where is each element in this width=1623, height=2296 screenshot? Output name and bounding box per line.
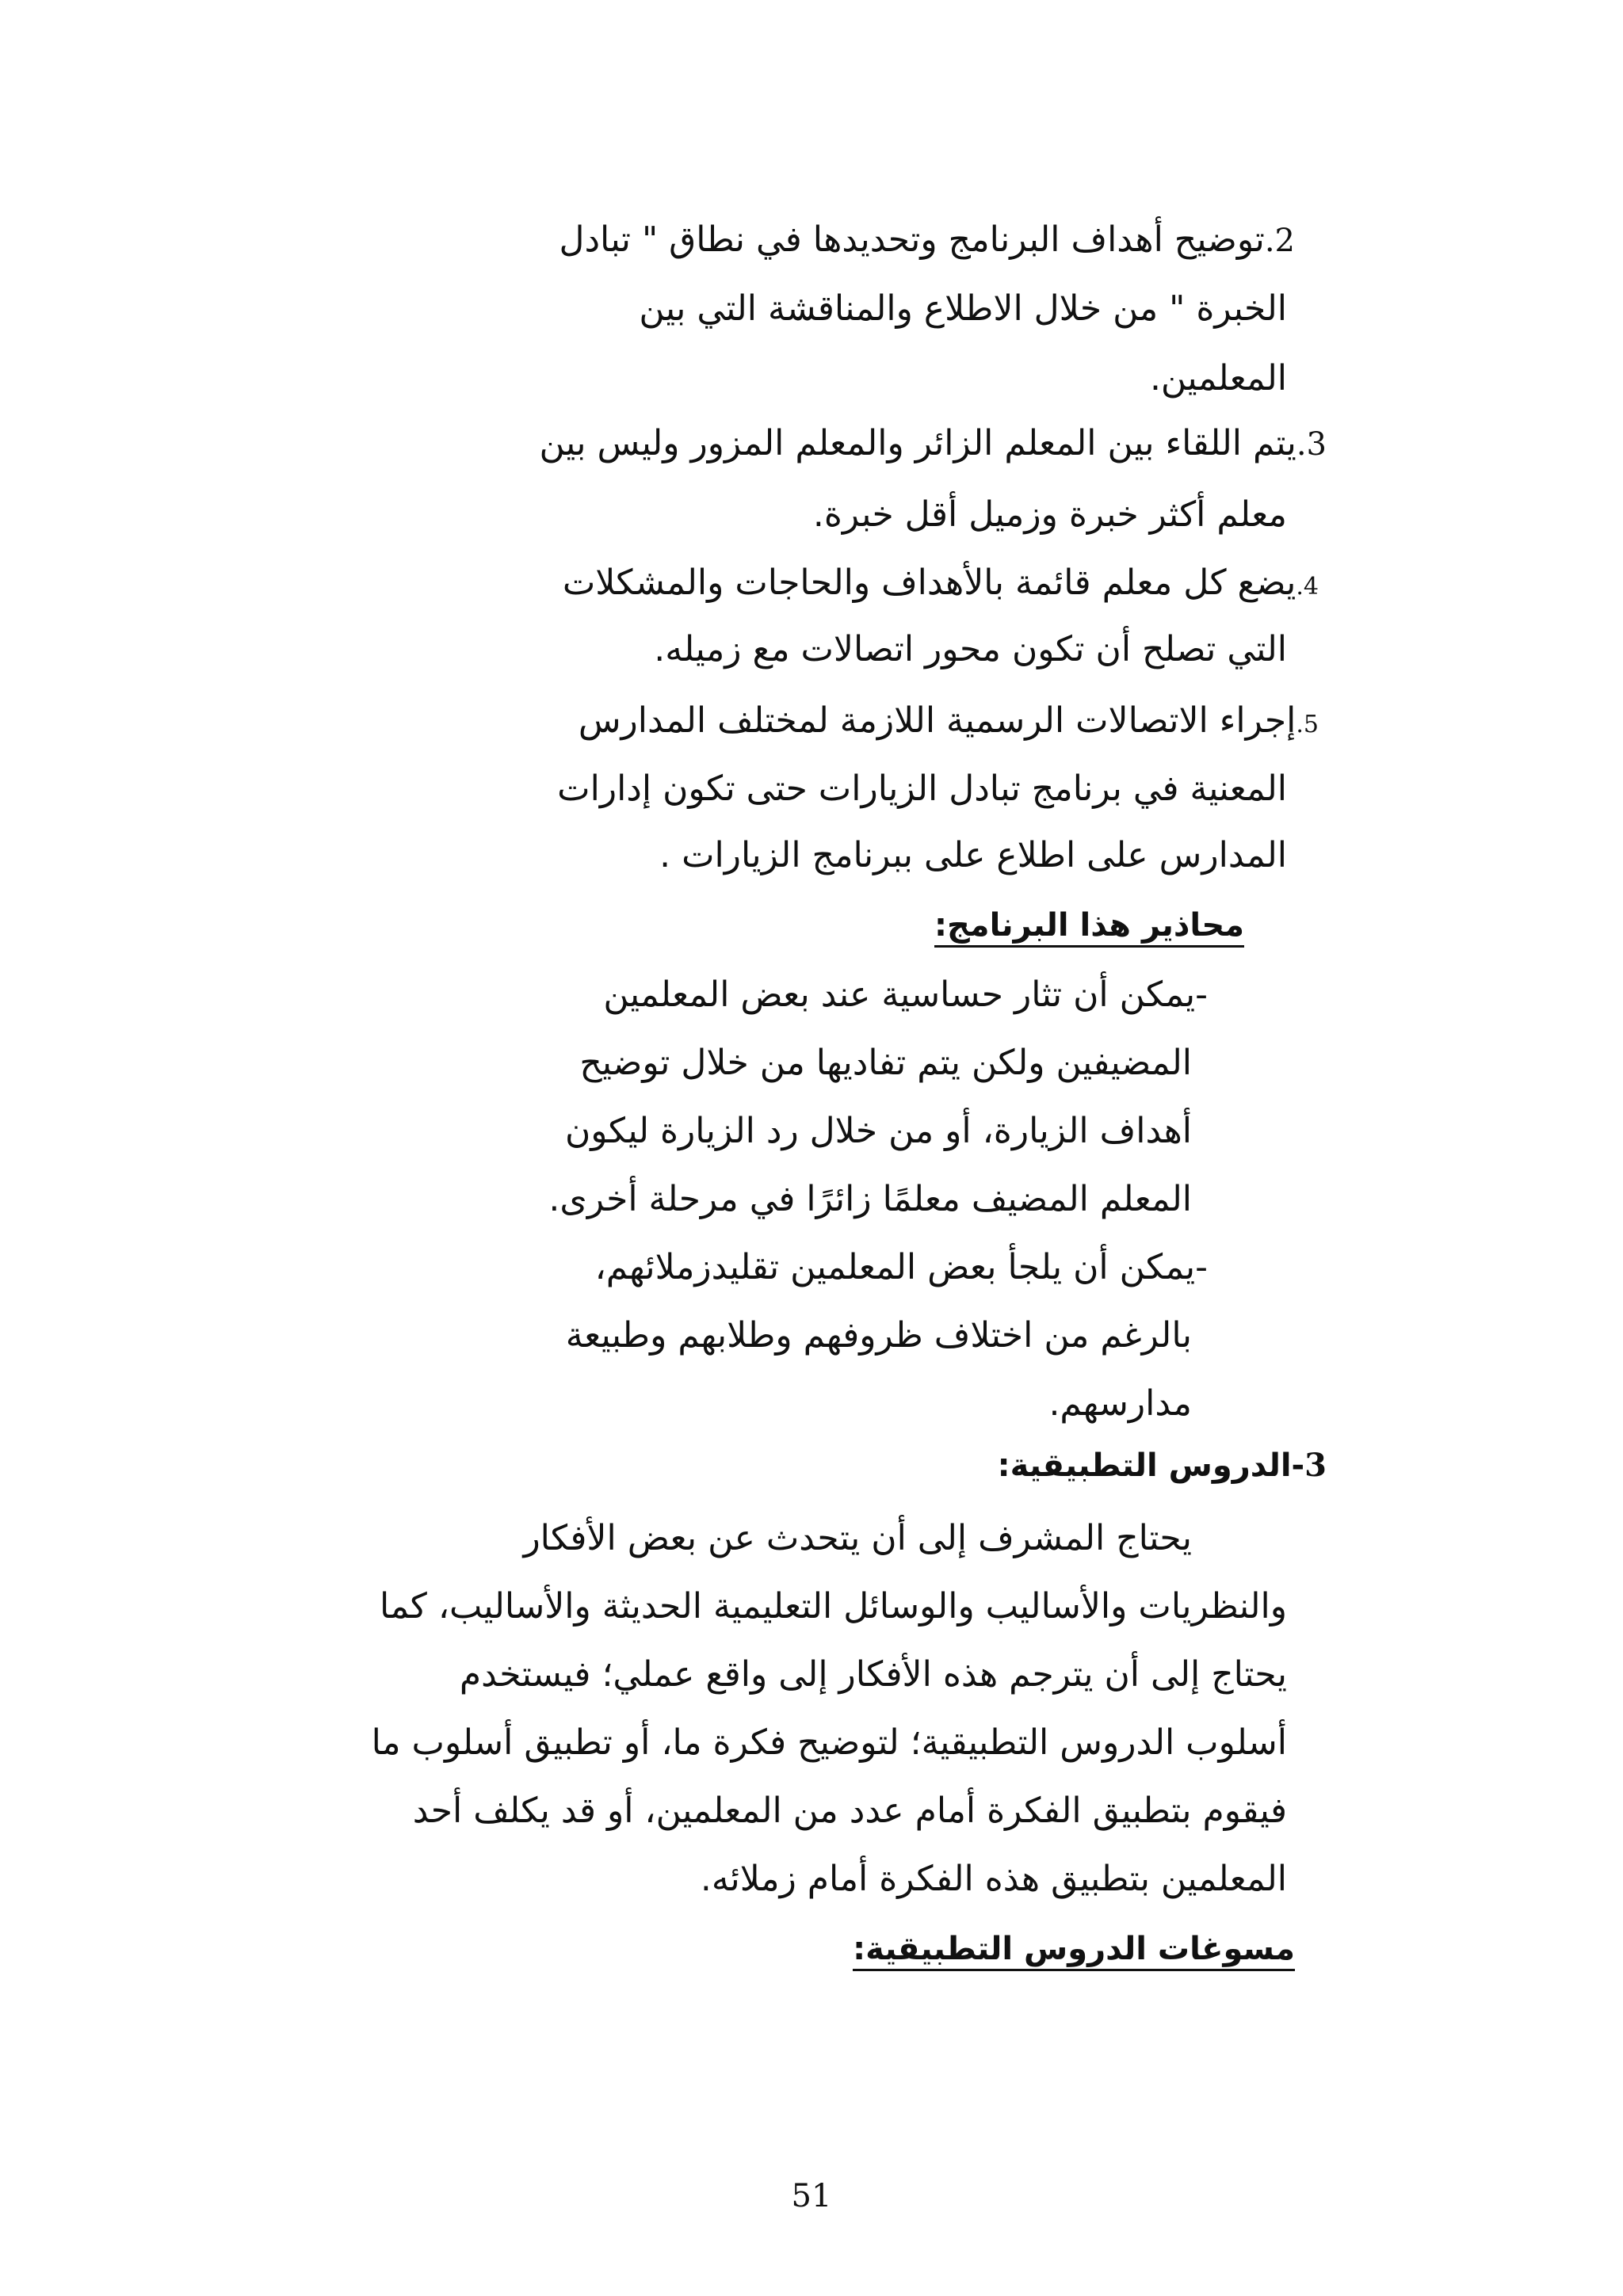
justifications-heading: مسوغات الدروس التطبيقية: <box>853 1925 1295 1973</box>
list-item-2-line-3: المعلمين. <box>1149 358 1287 399</box>
cautions-heading: محاذير هذا البرنامج: <box>934 902 1244 949</box>
section-3-heading <box>998 1442 1327 1489</box>
section-title: -الدروس التطبيقية: <box>997 1447 1305 1484</box>
list-item-text: يضع كل معلم قائمة بالأهداف والحاجات والمشكلات <box>562 563 1296 603</box>
section-3-paragraph-line: يحتاج المشرف إلى أن يتحدث عن بعض الأفكار <box>523 1518 1192 1558</box>
list-item-number: 5. <box>1296 711 1319 738</box>
list-item-text: يتم اللقاء بين المعلم الزائر والمعلم المزور وليس بين <box>539 423 1296 463</box>
list-item-5-line-1 <box>579 697 1319 749</box>
list-item-2-line-1 <box>559 216 1295 265</box>
cautions-line: مدارسهم. <box>1048 1383 1192 1424</box>
list-item-number: 4. <box>1296 573 1319 601</box>
list-item-3-line-1 <box>539 420 1327 468</box>
cautions-line: -يمكن أن يلجأ بعض المعلمين تقليدزملائهم، <box>594 1247 1208 1287</box>
cautions-line: المضيفين ولكن يتم تفاديها من خلال توضيح <box>579 1043 1192 1083</box>
list-item-4-line-1 <box>563 559 1319 611</box>
section-3-paragraph-line: والنظريات والأساليب والوسائل التعليمية الحديثة والأساليب، كما <box>380 1586 1287 1627</box>
section-3-paragraph-line: المعلمين بتطبيق هذه الفكرة أمام زملائه. <box>700 1859 1287 1899</box>
section-3-paragraph-line: يحتاج إلى أن يترجم هذه الأفكار إلى واقع عملي؛ فيستخدم <box>459 1654 1287 1695</box>
list-item-4-line-2: التي تصلح أن تكون محور اتصالات مع زميله. <box>654 629 1287 669</box>
list-item-text: إجراء الاتصالات الرسمية اللازمة لمختلف المدارس <box>578 700 1296 741</box>
list-item-3-line-2: معلم أكثر خبرة وزميل أقل خبرة. <box>812 494 1287 535</box>
section-3-paragraph-line: أسلوب الدروس التطبيقية؛ لتوضيح فكرة ما، أو تطبيق أسلوب ما <box>371 1722 1287 1763</box>
list-item-number: 3. <box>1296 426 1327 463</box>
list-item-5-line-2: المعنية في برنامج تبادل الزيارات حتى تكون إدارات <box>557 769 1287 809</box>
cautions-line: -يمكن أن تثار حساسية عند بعض المعلمين <box>603 974 1208 1015</box>
cautions-line: بالرغم من اختلاف ظروفهم وطلابهم وطبيعة <box>565 1315 1192 1356</box>
list-item-5-line-3: المدارس على اطلاع على ببرنامج الزيارات . <box>659 835 1287 875</box>
list-item-2-line-2: الخبرة " من خلال الاطلاع والمناقشة التي بين <box>639 288 1287 329</box>
page-number: 51 <box>791 2178 832 2214</box>
list-item-text: توضيح أهداف البرنامج وتحديدها في نطاق " تبادل <box>559 219 1265 260</box>
list-item-number: 2. <box>1264 223 1295 259</box>
section-3-paragraph-line: فيقوم بتطبيق الفكرة أمام عدد من المعلمين، أو قد يكلف أحد <box>412 1791 1287 1831</box>
section-number: 3 <box>1304 1447 1327 1484</box>
cautions-line: المعلم المضيف معلمًا زائرًا في مرحلة أخرى. <box>548 1179 1192 1219</box>
cautions-line: أهداف الزيارة، أو من خلال رد الزيارة ليكون <box>564 1111 1192 1151</box>
